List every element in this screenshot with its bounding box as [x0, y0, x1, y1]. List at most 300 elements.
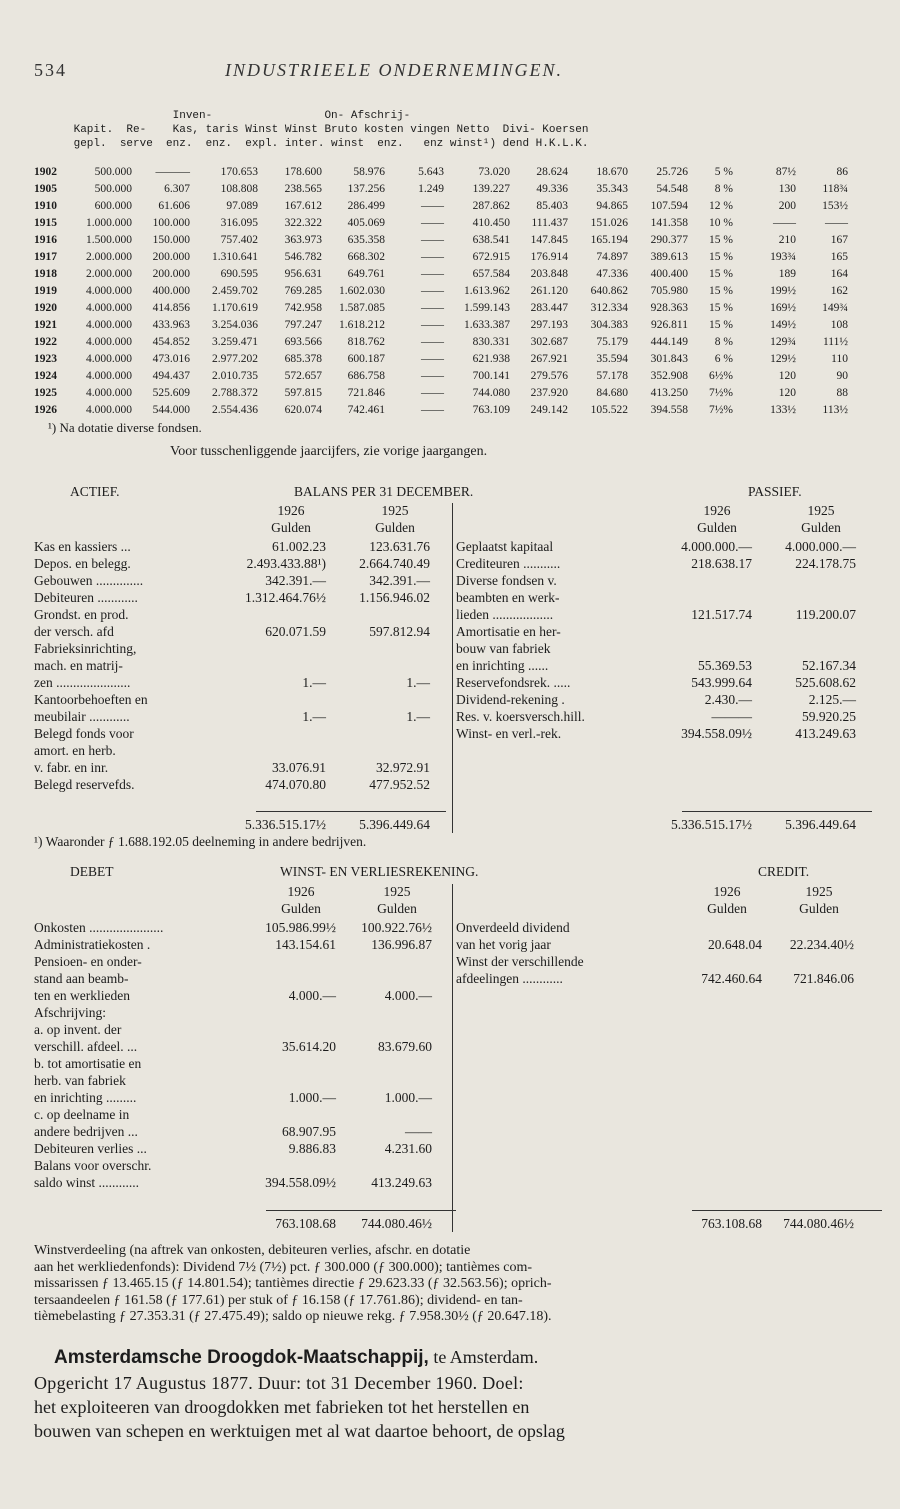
history-cell-winst-inter: —— [421, 285, 444, 297]
history-cell-onkosten: 28.624 [536, 166, 568, 178]
history-cell-koers-1: 129¾ [770, 336, 796, 348]
right-item-value-1925: 2.125.— [808, 692, 856, 707]
history-cell-onkosten: 302.687 [530, 336, 568, 348]
history-cell-dividend: 15 % [709, 285, 733, 297]
right-item-label: Amortisatie en her- [456, 624, 561, 639]
history-cell-afschrijvingen: 35.343 [596, 183, 628, 195]
history-cell-kapitaal: 1.000.000 [86, 217, 132, 229]
left-item-value-1926: 1.— [302, 675, 326, 690]
history-cell-netto-winst: 389.613 [650, 251, 688, 263]
column-year: 1926 [713, 884, 741, 899]
left-item-value-1926: 620.071.59 [265, 624, 326, 639]
history-cell-afschrijvingen: 304.383 [590, 319, 628, 331]
history-cell-reserve: 454.852 [152, 336, 190, 348]
column-unit: Gulden [799, 901, 839, 916]
left-item-value-1926: 1.— [302, 709, 326, 724]
history-cell-koers-2: 108 [830, 319, 848, 331]
history-cell-reserve: 400.000 [152, 285, 190, 297]
left-item-value-1925: —— [405, 1124, 432, 1139]
left-item-label: saldo winst ............ [34, 1175, 140, 1190]
history-cell-kas: 2.788.372 [212, 387, 258, 399]
history-cell-inventaris: 742.958 [284, 302, 322, 314]
history-cell-dividend: 7½% [709, 404, 733, 416]
history-cell-kapitaal: 4.000.000 [86, 336, 132, 348]
left-item-label: Debiteuren verlies ... [34, 1141, 147, 1156]
right-item-label: afdeelingen ............ [456, 971, 563, 986]
history-cell-netto-winst: 352.908 [650, 370, 688, 382]
history-cell-onkosten: 283.447 [530, 302, 568, 314]
history-cell-kapitaal: 2.000.000 [86, 251, 132, 263]
history-cell-kapitaal: 4.000.000 [86, 285, 132, 297]
history-cell-afschrijvingen: 18.670 [596, 166, 628, 178]
history-cell-netto-winst: 290.377 [650, 234, 688, 246]
history-cell-winst-inter: 1.249 [418, 183, 444, 195]
total-rule [682, 811, 872, 812]
history-cell-year: 1910 [34, 200, 57, 212]
history-cell-dividend: 7½% [709, 387, 733, 399]
left-item-label: Afschrijving: [34, 1005, 106, 1020]
history-cell-netto-winst: 54.548 [656, 183, 688, 195]
right-item-label: Res. v. koersversch.hill. [456, 709, 585, 724]
total-rule [692, 1210, 882, 1211]
left-item-value-1925: 83.679.60 [378, 1039, 432, 1054]
history-cell-koers-2: 113½ [822, 404, 848, 416]
left-item-label: Onkosten ...................... [34, 920, 164, 935]
history-cell-bruto-winst: 657.584 [472, 268, 510, 280]
history-note: Voor tusschenliggende jaarcijfers, zie vorige jaargangen. [170, 444, 488, 459]
company-line-4: bouwen van schepen en werktuigen met al wat daartoe behoort, de opslag [34, 1421, 565, 1441]
left-item-label: Belegd fonds voor [34, 726, 134, 741]
history-cell-bruto-winst: 621.938 [472, 353, 510, 365]
left-item-value-1926: 474.070.80 [265, 777, 326, 792]
history-cell-winst-expl: 635.358 [347, 234, 385, 246]
right-item-value-1925: 119.200.07 [795, 607, 856, 622]
left-item-label: v. fabr. en inr. [34, 760, 109, 775]
history-cell-winst-expl: 58.976 [353, 166, 385, 178]
left-total-1925: 5.396.449.64 [359, 817, 430, 832]
history-cell-inventaris: 693.566 [284, 336, 322, 348]
right-item-label: Geplaatst kapitaal [456, 539, 554, 554]
history-cell-afschrijvingen: 74.897 [596, 251, 628, 263]
history-cell-kas: 1.310.641 [212, 251, 258, 263]
history-cell-kapitaal: 500.000 [94, 183, 132, 195]
right-item-value-1926: 394.558.09½ [681, 726, 752, 741]
left-item-label: en inrichting ......... [34, 1090, 137, 1105]
history-cell-winst-expl: 742.461 [347, 404, 385, 416]
left-item-label: der versch. afd [34, 624, 114, 639]
left-item-label: meubilair ............ [34, 709, 130, 724]
history-cell-reserve: 414.856 [152, 302, 190, 314]
history-cell-kas: 3.259.471 [212, 336, 258, 348]
history-cell-afschrijvingen: 312.334 [590, 302, 628, 314]
history-cell-onkosten: 261.120 [530, 285, 568, 297]
history-cell-bruto-winst: 700.141 [472, 370, 510, 382]
history-cell-year: 1905 [34, 183, 57, 195]
history-cell-kapitaal: 4.000.000 [86, 319, 132, 331]
history-cell-dividend: 15 % [709, 319, 733, 331]
running-title: INDUSTRIEELE ONDERNEMINGEN. [225, 60, 563, 80]
right-item-value-1926: 55.369.53 [698, 658, 752, 673]
history-cell-winst-expl: 686.758 [347, 370, 385, 382]
history-cell-koers-2: 86 [836, 166, 848, 178]
paragraph-line: tersaandeelen ƒ 161.58 (ƒ 177.61) per stuk of ƒ 16.158 (ƒ 17.761.86); dividend- en tan- [34, 1292, 523, 1308]
right-item-value-1925: 52.167.34 [802, 658, 856, 673]
right-item-label: beambten en werk- [456, 590, 560, 605]
history-cell-koers-2: 149¾ [822, 302, 848, 314]
history-cell-kapitaal: 4.000.000 [86, 370, 132, 382]
history-cell-winst-expl: 721.846 [347, 387, 385, 399]
history-cell-kas: 108.808 [220, 183, 258, 195]
left-item-value-1926: 342.391.— [265, 573, 326, 588]
history-cell-kas: 2.459.702 [212, 285, 258, 297]
history-cell-inventaris: 620.074 [284, 404, 322, 416]
column-unit: Gulden [281, 901, 321, 916]
history-cell-netto-winst: 394.558 [650, 404, 688, 416]
history-cell-dividend: 15 % [709, 302, 733, 314]
left-item-label: Fabrieksinrichting, [34, 641, 137, 656]
history-cell-kapitaal: 4.000.000 [86, 353, 132, 365]
left-item-label: verschill. afdeel. ... [34, 1039, 138, 1054]
left-item-label: Kas en kassiers ... [34, 539, 131, 554]
left-item-label: Kantoorbehoeften en [34, 692, 148, 707]
history-cell-onkosten: 49.336 [536, 183, 568, 195]
right-item-value-1925: 22.234.40½ [789, 937, 854, 952]
history-cell-kas: 2.010.735 [212, 370, 258, 382]
history-cell-kapitaal: 4.000.000 [86, 404, 132, 416]
left-item-value-1926: 4.000.— [288, 988, 336, 1003]
history-cell-bruto-winst: 139.227 [472, 183, 510, 195]
page-number: 534 [34, 60, 67, 80]
total-rule [266, 1210, 456, 1211]
history-cell-year: 1918 [34, 268, 57, 280]
column-unit: Gulden [271, 520, 311, 535]
history-cell-bruto-winst: 672.915 [472, 251, 510, 263]
history-cell-koers-2: 110 [831, 353, 848, 365]
history-cell-afschrijvingen: 57.178 [596, 370, 628, 382]
left-item-value-1926: 1.000.— [288, 1090, 336, 1105]
left-item-label: a. op invent. der [34, 1022, 122, 1037]
history-cell-winst-expl: 137.256 [347, 183, 385, 195]
left-item-value-1925: 342.391.— [369, 573, 430, 588]
left-item-label: c. op deelname in [34, 1107, 130, 1122]
history-cell-kas: 757.402 [220, 234, 258, 246]
history-header-line: Inven- On- Afschrij- [34, 110, 411, 122]
history-cell-afschrijvingen: 94.865 [596, 200, 628, 212]
history-cell-year: 1916 [34, 234, 57, 246]
history-cell-year: 1922 [34, 336, 57, 348]
paragraph-line: tièmebelasting ƒ 27.353.31 (ƒ 27.475.49); saldo op nieuwe rekg. ƒ 7.958.30½ (ƒ 20.647.18). [34, 1309, 552, 1324]
history-cell-winst-expl: 405.069 [347, 217, 385, 229]
history-cell-winst-inter: —— [421, 353, 444, 365]
left-item-label: Belegd reservefds. [34, 777, 135, 792]
history-cell-dividend: 6 % [714, 353, 733, 365]
history-cell-reserve: 100.000 [152, 217, 190, 229]
history-cell-year: 1917 [34, 251, 57, 263]
left-item-label: Debiteuren ............ [34, 590, 138, 605]
history-cell-koers-2: 118¾ [822, 183, 848, 195]
history-cell-koers-1: 129½ [770, 353, 796, 365]
history-cell-kas: 1.170.619 [212, 302, 258, 314]
right-item-value-1925: 224.178.75 [795, 556, 856, 571]
company-heading [54, 1346, 538, 1369]
history-cell-dividend: 15 % [709, 251, 733, 263]
history-cell-afschrijvingen: 84.680 [596, 387, 628, 399]
history-cell-kas: 2.554.436 [212, 404, 258, 416]
left-item-value-1925: 4.000.— [384, 988, 432, 1003]
company-line-3: het exploiteeren van droogdokken met fabrieken tot het herstellen en [34, 1397, 530, 1417]
history-cell-reserve: 6.307 [164, 183, 190, 195]
history-cell-winst-inter: —— [421, 217, 444, 229]
balance-left-head: ACTIEF. [70, 484, 120, 499]
left-item-value-1925: 4.231.60 [384, 1141, 432, 1156]
history-cell-onkosten: 203.848 [530, 268, 568, 280]
history-cell-afschrijvingen: 165.194 [590, 234, 628, 246]
right-item-value-1925: 721.846.06 [793, 971, 854, 986]
history-cell-koers-1: 120 [778, 387, 796, 399]
balance-footnote: ¹) Waaronder ƒ 1.688.192.05 deelneming in andere bedrijven. [34, 834, 367, 849]
history-cell-kas: 690.595 [220, 268, 258, 280]
left-item-label: Depos. en belegg. [34, 556, 131, 571]
column-unit: Gulden [707, 901, 747, 916]
history-cell-koers-1: 169½ [770, 302, 796, 314]
history-cell-koers-2: 90 [836, 370, 848, 382]
left-item-label: amort. en herb. [34, 743, 116, 758]
right-item-label: Crediteuren ........... [456, 556, 561, 571]
history-cell-reserve: 61.606 [158, 200, 190, 212]
history-cell-dividend: 8 % [714, 183, 733, 195]
left-item-value-1925: 597.812.94 [369, 624, 430, 639]
history-cell-dividend: 8 % [714, 336, 733, 348]
history-cell-winst-inter: —— [421, 336, 444, 348]
history-cell-winst-expl: 1.602.030 [339, 285, 385, 297]
history-cell-year: 1921 [34, 319, 57, 331]
pl-left-head: DEBET [70, 864, 114, 879]
history-cell-koers-1: 200 [778, 200, 796, 212]
history-cell-inventaris: 363.973 [284, 234, 322, 246]
left-item-label: Grondst. en prod. [34, 607, 129, 622]
history-cell-bruto-winst: 1.613.962 [464, 285, 510, 297]
history-cell-winst-inter: —— [421, 234, 444, 246]
right-item-label: Reservefondsrek. ..... [456, 675, 571, 690]
history-cell-reserve: ——— [155, 166, 190, 178]
history-cell-inventaris: 769.285 [284, 285, 322, 297]
column-year: 1925 [805, 884, 833, 899]
right-item-label: bouw van fabriek [456, 641, 551, 656]
history-cell-onkosten: 176.914 [530, 251, 568, 263]
history-cell-reserve: 150.000 [152, 234, 190, 246]
paragraph-line: aan het werkliedenfonds): Dividend 7½ (7½) pct. ƒ 300.000 (ƒ 300.000); tantièmes com- [34, 1259, 533, 1275]
history-cell-koers-1: 133½ [770, 404, 796, 416]
history-cell-reserve: 494.437 [152, 370, 190, 382]
history-cell-kas: 316.095 [220, 217, 258, 229]
left-item-value-1925: 477.952.52 [369, 777, 430, 792]
left-item-label: Gebouwen .............. [34, 573, 144, 588]
history-cell-onkosten: 297.193 [530, 319, 568, 331]
column-year: 1925 [383, 884, 411, 899]
history-cell-winst-inter: —— [421, 251, 444, 263]
left-item-label: Balans voor overschr. [34, 1158, 152, 1173]
left-total-1926: 5.336.515.17½ [245, 817, 326, 832]
history-cell-bruto-winst: 73.020 [478, 166, 510, 178]
column-year: 1925 [807, 503, 835, 518]
left-item-value-1926: 35.614.20 [282, 1039, 336, 1054]
column-year: 1925 [381, 503, 409, 518]
column-unit: Gulden [377, 901, 417, 916]
history-cell-netto-winst: 413.250 [650, 387, 688, 399]
history-cell-koers-1: 149½ [770, 319, 796, 331]
right-item-label: Winst- en verl.-rek. [456, 726, 562, 741]
history-cell-inventaris: 597.815 [284, 387, 322, 399]
right-item-value-1926: 20.648.04 [708, 937, 762, 952]
right-item-value-1926: ——— [711, 709, 752, 724]
history-cell-koers-1: 199½ [770, 285, 796, 297]
history-cell-netto-winst: 301.843 [650, 353, 688, 365]
column-unit: Gulden [375, 520, 415, 535]
history-cell-onkosten: 147.845 [530, 234, 568, 246]
history-cell-dividend: 12 % [709, 200, 733, 212]
history-cell-netto-winst: 444.149 [650, 336, 688, 348]
history-cell-afschrijvingen: 151.026 [590, 217, 628, 229]
history-cell-year: 1924 [34, 370, 57, 382]
history-cell-koers-2: 165 [830, 251, 848, 263]
left-item-value-1925: 32.972.91 [376, 760, 430, 775]
balance-right-head: PASSIEF. [748, 484, 802, 499]
right-item-value-1925: 4.000.000.— [785, 539, 856, 554]
left-item-value-1925: 136.996.87 [371, 937, 432, 952]
company-location: te Amsterdam. [428, 1347, 539, 1367]
right-total-1926: 763.108.68 [701, 1216, 762, 1231]
history-cell-koers-2: 88 [836, 387, 848, 399]
history-cell-winst-inter: —— [421, 404, 444, 416]
left-item-value-1926: 105.986.99½ [265, 920, 336, 935]
history-cell-inventaris: 546.782 [284, 251, 322, 263]
left-item-value-1925: 123.631.76 [369, 539, 430, 554]
left-item-label: zen ...................... [34, 675, 131, 690]
history-cell-kapitaal: 4.000.000 [86, 302, 132, 314]
left-item-value-1925: 1.156.946.02 [359, 590, 430, 605]
history-cell-bruto-winst: 1.599.143 [464, 302, 510, 314]
history-cell-koers-1: 210 [778, 234, 796, 246]
history-cell-koers-1: 193¾ [770, 251, 796, 263]
right-item-label: lieden .................. [456, 607, 554, 622]
history-cell-onkosten: 249.142 [530, 404, 568, 416]
left-item-value-1926: 61.002.23 [272, 539, 326, 554]
history-cell-inventaris: 167.612 [284, 200, 322, 212]
right-item-value-1926: 121.517.74 [691, 607, 752, 622]
left-item-value-1926: 33.076.91 [272, 760, 326, 775]
left-item-value-1925: 2.664.740.49 [359, 556, 430, 571]
history-footnote: ¹) Na dotatie diverse fondsen. [48, 420, 202, 435]
paragraph-line: Winstverdeeling (na aftrek van onkosten, debiteuren verlies, afschr. en dotatie [34, 1243, 471, 1258]
column-year: 1926 [277, 503, 305, 518]
history-cell-kapitaal: 500.000 [94, 166, 132, 178]
column-year: 1926 [703, 503, 731, 518]
history-cell-winst-inter: —— [421, 200, 444, 212]
right-item-label: Dividend-rekening . [456, 692, 565, 707]
history-cell-onkosten: 267.921 [530, 353, 568, 365]
history-cell-dividend: 10 % [709, 217, 733, 229]
history-cell-winst-inter: 5.643 [418, 166, 444, 178]
left-item-label: ten en werklieden [34, 988, 130, 1003]
history-cell-kapitaal: 1.500.000 [86, 234, 132, 246]
history-cell-netto-winst: 107.594 [650, 200, 688, 212]
history-cell-bruto-winst: 763.109 [472, 404, 510, 416]
history-cell-inventaris: 956.631 [284, 268, 322, 280]
left-total-1925: 744.080.46½ [361, 1216, 432, 1231]
history-cell-afschrijvingen: 105.522 [590, 404, 628, 416]
history-cell-reserve: 200.000 [152, 251, 190, 263]
history-cell-bruto-winst: 1.633.387 [464, 319, 510, 331]
column-unit: Gulden [697, 520, 737, 535]
pl-right-head: CREDIT. [758, 864, 810, 879]
history-cell-year: 1925 [34, 387, 57, 399]
column-year: 1926 [287, 884, 315, 899]
history-cell-reserve: 433.963 [152, 319, 190, 331]
right-total-1925: 744.080.46½ [783, 1216, 854, 1231]
history-cell-netto-winst: 141.358 [650, 217, 688, 229]
history-cell-kapitaal: 600.000 [94, 200, 132, 212]
right-total-1926: 5.336.515.17½ [671, 817, 752, 832]
history-cell-netto-winst: 705.980 [650, 285, 688, 297]
left-item-value-1926: 2.493.433.88¹) [246, 556, 326, 571]
right-item-label: en inrichting ...... [456, 658, 549, 673]
history-cell-koers-1: —— [773, 217, 796, 229]
company-name: Amsterdamsche Droogdok-Maatschappij, [54, 1347, 429, 1368]
history-cell-winst-expl: 600.187 [347, 353, 385, 365]
right-item-value-1926: 742.460.64 [701, 971, 762, 986]
company-line-2: Opgericht 17 Augustus 1877. Duur: tot 31 December 1960. Doel: [34, 1373, 524, 1393]
history-cell-winst-expl: 286.499 [347, 200, 385, 212]
history-cell-reserve: 200.000 [152, 268, 190, 280]
left-item-label: mach. en matrij- [34, 658, 123, 673]
history-cell-kas: 3.254.036 [212, 319, 258, 331]
history-cell-year: 1915 [34, 217, 57, 229]
right-item-value-1925: 413.249.63 [795, 726, 856, 741]
right-item-label: van het vorig jaar [456, 937, 551, 952]
history-cell-afschrijvingen: 47.336 [596, 268, 628, 280]
column-divider [452, 884, 453, 1232]
left-item-label: b. tot amortisatie en [34, 1056, 142, 1071]
left-item-label: Pensioen- en onder- [34, 954, 142, 969]
history-cell-year: 1919 [34, 285, 57, 297]
left-item-value-1926: 1.312.464.76½ [245, 590, 326, 605]
history-cell-kapitaal: 4.000.000 [86, 387, 132, 399]
history-cell-year: 1902 [34, 166, 57, 178]
history-cell-inventaris: 178.600 [284, 166, 322, 178]
left-item-label: andere bedrijven ... [34, 1124, 138, 1139]
total-rule [256, 811, 446, 812]
right-item-value-1926: 4.000.000.— [681, 539, 752, 554]
right-item-value-1925: 59.920.25 [802, 709, 856, 724]
history-cell-winst-expl: 1.587.085 [339, 302, 385, 314]
history-cell-winst-expl: 818.762 [347, 336, 385, 348]
history-cell-winst-inter: —— [421, 319, 444, 331]
history-cell-koers-2: —— [825, 217, 848, 229]
left-item-value-1926: 143.154.61 [275, 937, 336, 952]
history-cell-dividend: 5 % [714, 166, 733, 178]
left-item-label: stand aan beamb- [34, 971, 129, 986]
history-cell-koers-2: 153½ [822, 200, 848, 212]
history-cell-koers-2: 167 [830, 234, 848, 246]
history-cell-bruto-winst: 744.080 [472, 387, 510, 399]
history-cell-koers-2: 164 [830, 268, 848, 280]
left-item-label: herb. van fabriek [34, 1073, 126, 1088]
history-cell-inventaris: 685.378 [284, 353, 322, 365]
history-cell-inventaris: 238.565 [284, 183, 322, 195]
history-cell-reserve: 525.609 [152, 387, 190, 399]
history-cell-afschrijvingen: 640.862 [590, 285, 628, 297]
left-item-value-1925: 100.922.76½ [361, 920, 432, 935]
